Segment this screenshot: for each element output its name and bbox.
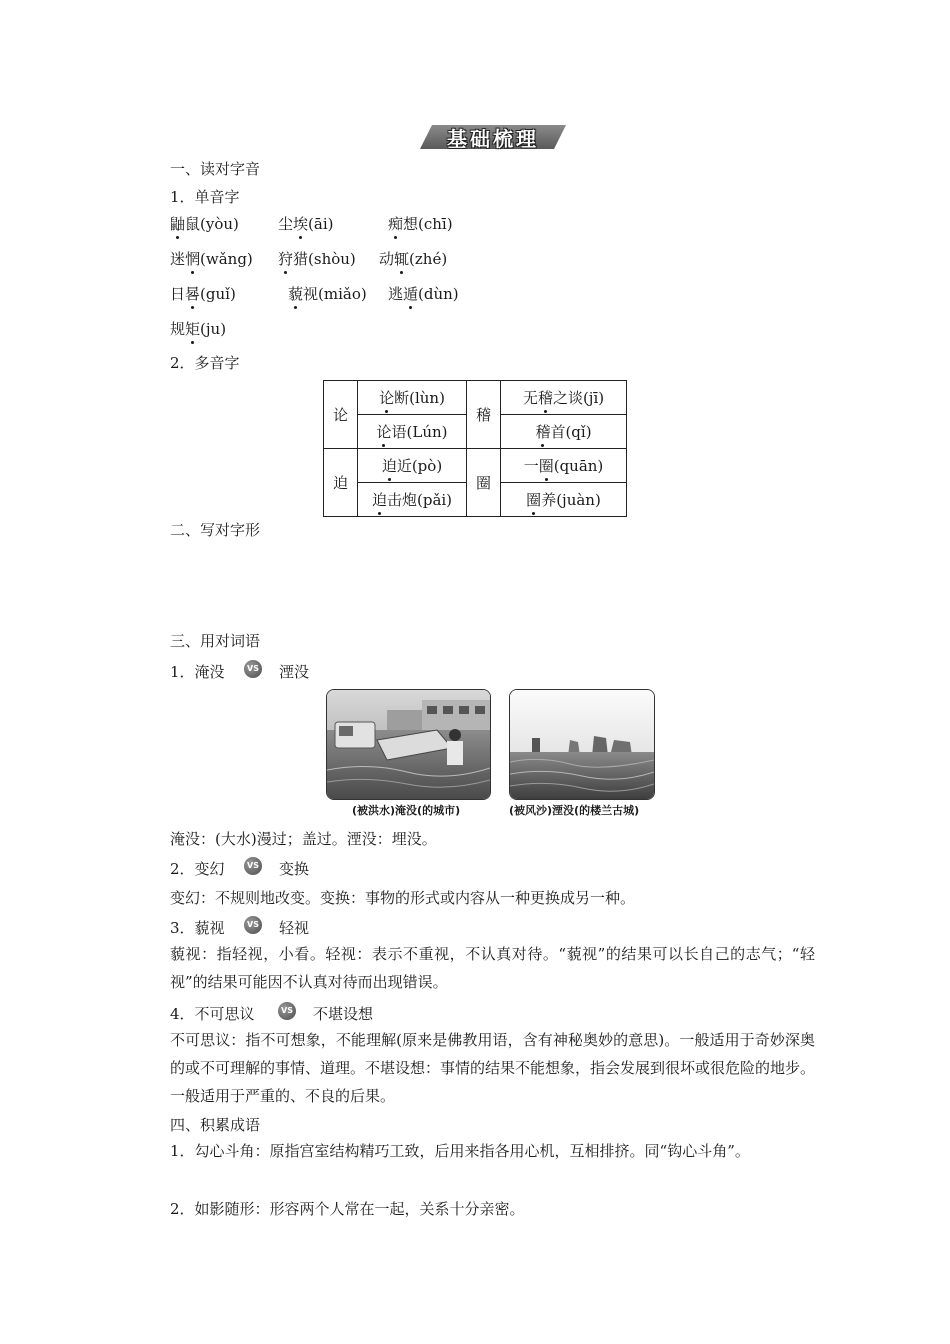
- vs-icon: VS: [244, 916, 262, 934]
- table-cell: 迫近(pò): [358, 449, 467, 483]
- flooded-city-photo: [326, 689, 491, 800]
- table-cell: 一圈(quān): [501, 449, 627, 483]
- definition-text: 淹没：(大水)漫过；盖过。湮没：埋没。: [170, 830, 437, 848]
- vs-icon: VS: [278, 1002, 296, 1020]
- section-title-banner: [420, 121, 566, 151]
- definition-paragraph: 藐视：指轻视，小看。轻视：表示不重视，不认真对待。“藐视”的结果可以长自己的志气；“轻视”的结果可能因不认真对待而出现错误。: [170, 945, 815, 991]
- table-cell-char: 迫: [324, 449, 358, 517]
- subheading-single-pronunciation: 1．单音字: [170, 188, 240, 206]
- pair-right-word: 轻视: [279, 919, 310, 937]
- vs-icon: VS: [244, 857, 262, 875]
- pair-right-word: 不堪设想: [313, 1005, 374, 1023]
- table-cell: 圈养(juàn): [501, 483, 627, 517]
- table-cell: 迫击炮(pǎi): [358, 483, 467, 517]
- word-item: 动辄(zhé): [379, 250, 448, 268]
- heading-use-words: 三、用对词语: [170, 632, 261, 650]
- photo-caption-flood: (被洪水)淹没(的城市): [352, 804, 461, 817]
- pair-left-word: 3．藐视: [170, 919, 225, 937]
- heading-idioms: 四、积累成语: [170, 1116, 261, 1134]
- word-item: 藐视(miǎo): [288, 285, 367, 303]
- heading-read-pronunciation: 一、读对字音: [170, 160, 261, 178]
- pair-right-word: 湮没: [279, 663, 310, 681]
- photo-caption-loulan: (被风沙)湮没(的楼兰古城): [509, 804, 640, 817]
- definition-paragraph: 不可思议：指不可想象，不能理解(原来是佛教用语，含有神秘奥妙的意思)。一般适用于奇妙深奥的或不可理解的事情、道理。不堪设想：事情的结果不能想象，指会发展到很坏或很危险的地步。一般适用于严重的、不良的后果。: [170, 1031, 816, 1105]
- section-title: 基础梳理: [447, 127, 539, 151]
- table-cell: 无稽之谈(jī): [501, 381, 627, 415]
- word-item: 迷惘(wǎng): [170, 250, 253, 268]
- word-item: 痴想(chī): [388, 215, 453, 233]
- pair-left-word: 2．变幻: [170, 860, 225, 878]
- pair-left-word: 4．不可思议: [170, 1005, 255, 1023]
- table-cell: 论断(lùn): [358, 381, 467, 415]
- word-item: 尘埃(āi): [278, 215, 334, 233]
- word-item: 规矩(ju): [170, 320, 227, 338]
- flooded-city-image: [327, 690, 490, 799]
- pair-right-word: 变换: [279, 860, 310, 878]
- vs-icon: VS: [244, 660, 262, 678]
- loulan-ruins-photo: [509, 689, 655, 800]
- word-item: 日晷(guǐ): [170, 285, 236, 303]
- word-item: 鼬鼠(yòu): [170, 215, 239, 233]
- idiom-item: 2．如影随形：形容两个人常在一起，关系十分亲密。: [170, 1200, 525, 1218]
- loulan-ruins-image: [510, 690, 654, 799]
- polyphonic-table: [323, 380, 627, 517]
- word-item: 逃遁(dùn): [388, 285, 459, 303]
- table-cell-char: 圈: [467, 449, 501, 517]
- definition-text: 变幻：不规则地改变。变换：事物的形式或内容从一种更换成另一种。: [170, 889, 636, 907]
- idiom-item: 1．勾心斗角：原指宫室结构精巧工致，后用来指各用心机，互相排挤。同“钩心斗角”。: [170, 1142, 750, 1160]
- subheading-polyphonic: 2．多音字: [170, 354, 240, 372]
- table-cell-char: 论: [324, 381, 358, 449]
- heading-write-characters: 二、写对字形: [170, 521, 261, 539]
- table-cell: 论语(Lún): [358, 415, 467, 449]
- table-cell-char: 稽: [467, 381, 501, 449]
- word-item: 狩猎(shòu): [278, 250, 356, 268]
- pair-left-word: 1．淹没: [170, 663, 225, 681]
- table-cell: 稽首(qǐ): [501, 415, 627, 449]
